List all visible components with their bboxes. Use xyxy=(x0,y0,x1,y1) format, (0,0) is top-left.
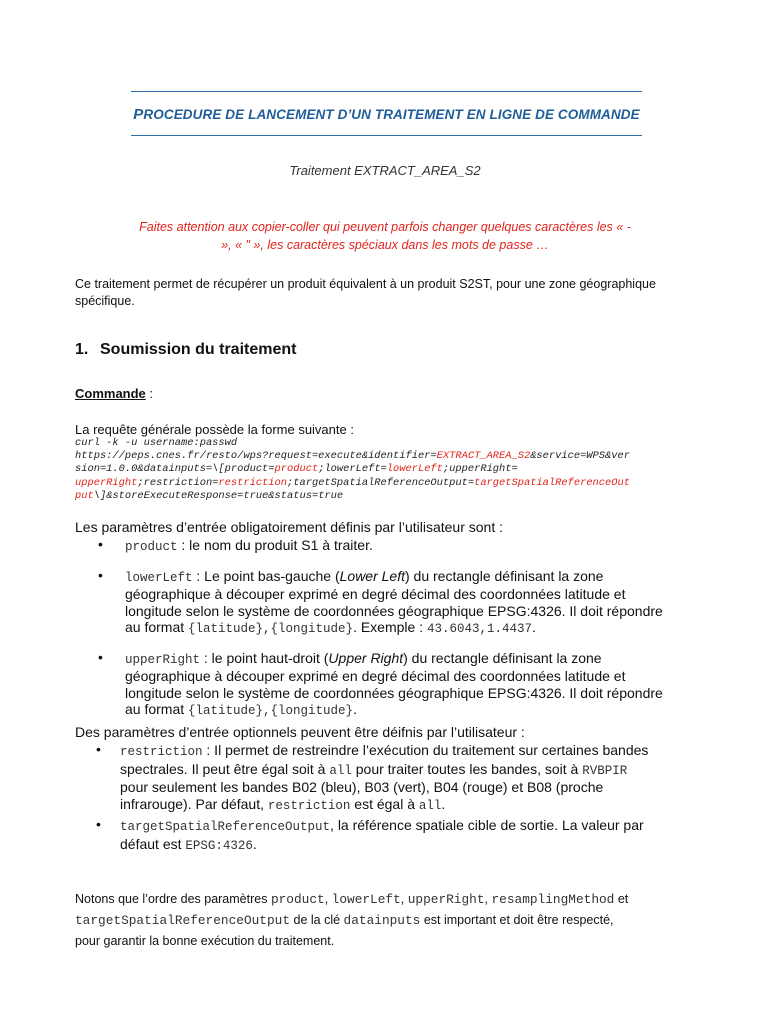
emphasis: Lower Left xyxy=(339,567,405,584)
section-title: Soumission du traitement xyxy=(100,341,297,358)
code-param-lowerleft: lowerLeft xyxy=(386,463,443,476)
code-line-3 xyxy=(75,463,705,476)
value-code: all xyxy=(418,798,442,813)
warning-line-1: Faites attention aux copier-coller qui peuvent parfois changer quelques caractères les « - xyxy=(139,220,631,234)
list-item-upperright xyxy=(98,650,703,720)
line: géographique à découper exprimé en degré décimal des coordonnées latitude et xyxy=(125,668,626,684)
text: , xyxy=(400,892,408,906)
param-code: upperRight xyxy=(407,892,485,907)
format-code: {latitude},{longitude} xyxy=(188,622,354,636)
value-code: RVBPIR xyxy=(582,763,628,778)
list-item-product xyxy=(98,537,703,556)
line xyxy=(125,650,703,669)
section-heading xyxy=(75,341,296,359)
text: et xyxy=(614,892,629,906)
param-code: targetSpatialReferenceOutput xyxy=(75,913,291,928)
list-item-lowerleft xyxy=(98,568,703,638)
text: . Exemple : xyxy=(353,619,427,635)
text: pour traiter toutes les bandes, soit à xyxy=(351,760,583,777)
code-identifier: EXTRACT_AREA_S2 xyxy=(436,450,531,463)
code-line-4 xyxy=(75,477,705,490)
text: au format xyxy=(125,619,189,635)
code-text: sion=1.0.0&datainputs=\[product= xyxy=(75,463,275,476)
text: au format xyxy=(125,701,189,717)
line xyxy=(125,701,703,720)
section-number: 1. xyxy=(75,341,89,358)
request-code-block xyxy=(75,437,705,503)
code-line-1: curl -k -u username:passwd xyxy=(75,437,238,449)
code-text: ;restriction= xyxy=(137,476,219,489)
bullet-icon: • xyxy=(98,536,103,552)
text: : le point haut-droit ( xyxy=(200,649,329,666)
example-code: 43.6043,1.4437 xyxy=(426,622,533,636)
param-code: restriction xyxy=(267,798,351,813)
subtitle: Traitement EXTRACT_AREA_S2 xyxy=(289,163,481,178)
code-param-upperright: upperRight xyxy=(75,476,138,489)
bullet-icon: • xyxy=(96,741,101,757)
page-title xyxy=(131,106,642,123)
line xyxy=(120,761,701,780)
code-text: ;targetSpatialReferenceOutput= xyxy=(287,476,475,489)
value-code: EPSG:4326 xyxy=(185,838,253,853)
code-param-product: product xyxy=(274,463,319,476)
text: Notons que l’ordre des paramètres xyxy=(75,892,271,906)
line xyxy=(125,568,703,587)
mandatory-list xyxy=(98,537,703,720)
emphasis: Upper Right xyxy=(328,649,404,666)
text: . xyxy=(441,795,446,812)
param-desc: : le nom du produit S1 à traiter. xyxy=(177,537,373,553)
request-heading: La requête générale possède la forme suivante : xyxy=(75,422,354,437)
commande-underlined: Commande xyxy=(75,386,146,401)
intro-line-1: Ce traitement permet de récupérer un produit équivalent à un produit S2ST, pour une zone géographique xyxy=(75,277,656,291)
line xyxy=(120,796,701,815)
bullet-icon: • xyxy=(98,566,103,583)
param-code: resamplingMethod xyxy=(491,892,615,907)
param-code: targetSpatialReferenceOutput xyxy=(120,820,331,834)
code-url: https://peps.cnes.fr/resto/wps?request=execute&identifier= xyxy=(75,450,437,463)
list-item-target xyxy=(96,817,701,854)
title-top-rule xyxy=(131,91,642,92)
line xyxy=(120,836,701,855)
optional-heading: Des paramètres d’entrée optionnels peuvent être déifnis par l’utilisateur : xyxy=(75,724,525,740)
text: : Le point bas-gauche ( xyxy=(192,567,340,584)
text: infrarouge). Par défaut, xyxy=(120,795,268,812)
mandatory-heading: Les paramètres d’entrée obligatoirement définis par l’utilisateur sont : xyxy=(75,519,504,535)
param-code: product xyxy=(125,540,178,554)
line xyxy=(75,889,705,910)
param-code: restriction xyxy=(120,745,203,759)
code-param-target: targetSpatialReferenceOut xyxy=(474,476,630,489)
text: , xyxy=(484,892,492,906)
line: longitude selon le système de coordonnées géographique EPSG:4326. Il doit répondre xyxy=(125,684,663,701)
code-text: ;lowerLeft= xyxy=(318,463,387,476)
code-param-target-end: put xyxy=(75,489,94,502)
text: est important et doit être respecté, xyxy=(420,913,614,927)
param-code: upperRight xyxy=(125,652,201,667)
text: défaut est xyxy=(120,835,186,852)
line xyxy=(75,910,705,931)
commande-label xyxy=(75,386,153,401)
title-rest: ROCEDURE DE LANCEMENT D’UN TRAITEMENT EN LIGNE DE COMMANDE xyxy=(143,107,640,122)
commande-colon: : xyxy=(145,386,154,401)
text: , la référence spatiale cible de sortie. La valeur par xyxy=(330,817,644,833)
text: . xyxy=(252,835,257,852)
format-code: {latitude},{longitude} xyxy=(188,704,354,718)
final-note xyxy=(75,889,705,952)
line: longitude selon le système de coordonnées géographique EPSG:4326. Il doit répondre xyxy=(125,602,663,619)
line: pour seulement les bandes B02 (bleu), B03 (vert), B04 (rouge) et B08 (proche xyxy=(120,779,604,795)
text: est égal à xyxy=(350,795,419,812)
code-text: \]&storeExecuteResponse=true&status=true xyxy=(93,489,344,502)
code-text: ;upperRight= xyxy=(442,463,518,476)
warning-note xyxy=(125,218,645,254)
text: ) du rectangle définisant la zone xyxy=(405,567,604,584)
line xyxy=(120,742,701,761)
code-line-5 xyxy=(75,490,705,503)
text: : Il permet de restreindre l’exécution du traitement sur certaines bandes xyxy=(202,742,649,758)
code-line-2 xyxy=(75,450,705,463)
title-bottom-rule xyxy=(131,135,642,136)
list-item-restriction xyxy=(96,742,701,814)
line xyxy=(125,619,703,638)
title-initial: P xyxy=(133,106,144,123)
line: géographique à découper exprimé en degré décimal des coordonnées latitude et xyxy=(125,586,626,602)
code-param-restriction: restriction xyxy=(218,476,288,489)
code-text: &service=WPS&ver xyxy=(530,450,630,463)
param-code: lowerLeft xyxy=(331,892,401,907)
bullet-icon: • xyxy=(98,648,103,665)
line: pour garantir la bonne exécution du traitement. xyxy=(75,934,335,948)
bullet-icon: • xyxy=(96,816,101,832)
value-code: all xyxy=(329,763,352,778)
param-code: product xyxy=(270,892,325,907)
param-code: lowerLeft xyxy=(125,570,193,585)
text: . xyxy=(353,701,357,717)
intro-paragraph xyxy=(75,276,695,310)
param-code: datainputs xyxy=(343,913,421,928)
text: spectrales. Il peut être égal soit à xyxy=(120,760,330,777)
warning-line-2: », « " », les caractères spéciaux dans les mots de passe … xyxy=(221,238,549,252)
text: de la clé xyxy=(290,913,344,927)
text: , xyxy=(324,892,332,906)
line xyxy=(120,817,701,836)
optional-list xyxy=(96,742,701,854)
text: . xyxy=(532,619,536,635)
intro-line-2: spécifique. xyxy=(75,294,135,308)
text: ) du rectangle définisant la zone xyxy=(403,649,602,666)
